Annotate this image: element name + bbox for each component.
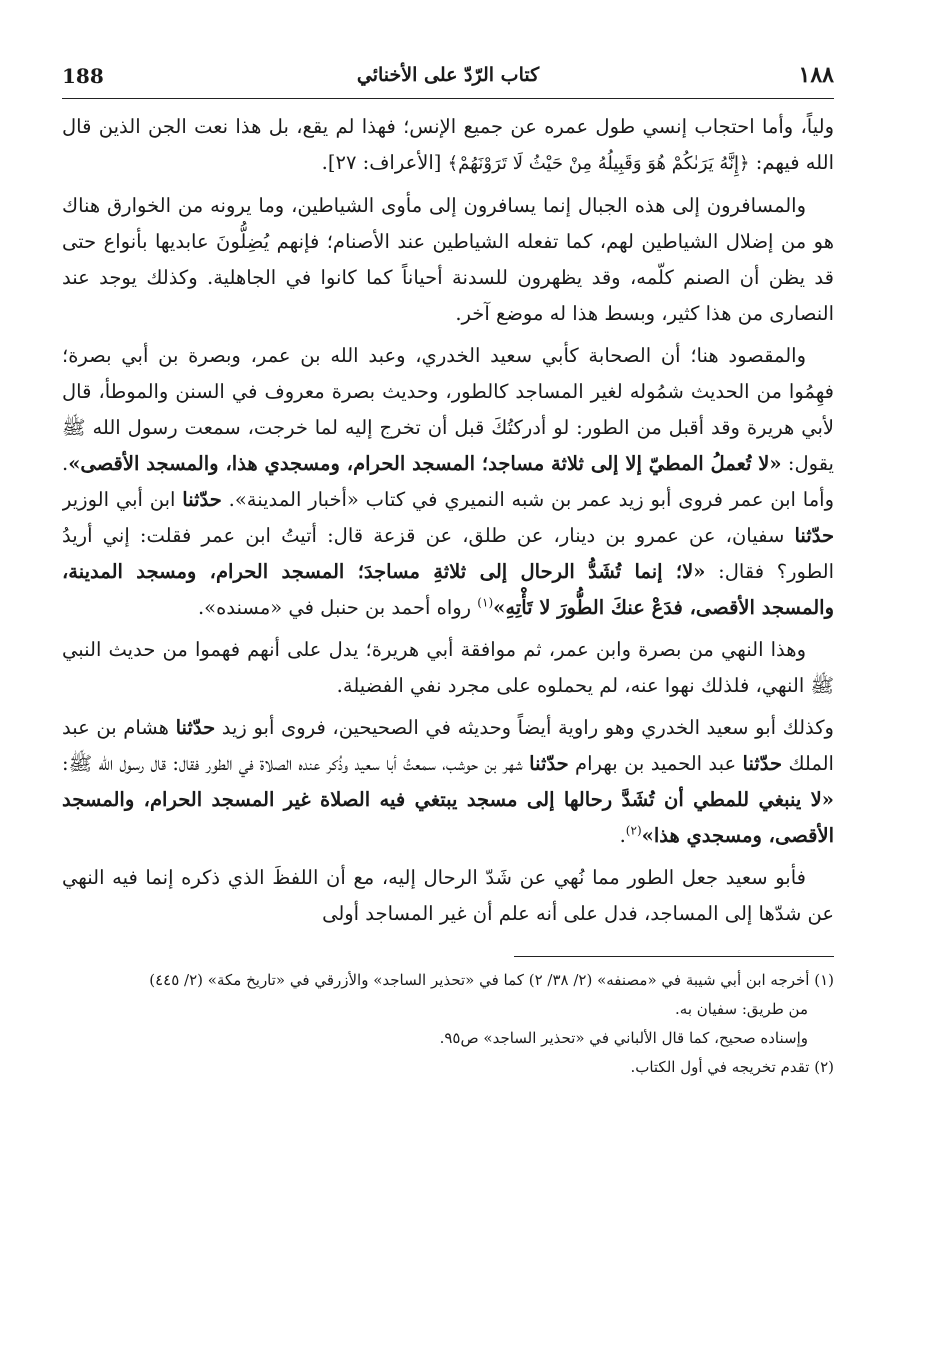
footnotes	[62, 967, 834, 1081]
p3-text-d: سفيان، عن عمرو بن دينار، عن طلق، عن قزعة قال: أتيتُ ابن عمر فقلت: إني أريدُ الطور؟ فقال:	[62, 524, 834, 583]
hadith-text-2: «لا؛ إنما تُشَدُّ الرحال إلى ثلاثةِ مساجدَ؛ المسجد الحرام، ومسجد المدينة، والمسجد الأقصى، فدَعْ عنكَ الطُّورَ لا تَأْتِهِ»	[62, 560, 834, 619]
p4-text: وهذا النهي من بصرة وابن عمر، ثم موافقة أبي هريرة؛ يدل على أنهم فهموا من حديث النبي ﷺ النهي، فلذلك نهوا عنه، لم يحملوه على مجرد نفي الفضيلة.	[62, 638, 834, 697]
p5-text-a: وكذلك أبو سعيد الخدري وهو راوية أيضاً وحديثه في الصحيحين، فروى أبو زيد	[215, 716, 834, 739]
paragraph-5	[62, 710, 834, 854]
footnote-separator	[514, 956, 834, 957]
p5-text-b: هشام بن عبد الملك	[62, 716, 834, 775]
footnote-ref-1[interactable]: (١)	[477, 595, 494, 610]
footnote-ref-2[interactable]: (٢)	[625, 823, 642, 838]
paragraph-1	[62, 109, 834, 182]
p3-text-e: رواه أحمد بن حنبل في «مسنده».	[197, 596, 478, 619]
p3-text-a: والمقصود هنا؛ أن الصحابة كأبي سعيد الخدري، وعبد الله بن عمر، وبصرة بن أبي بصرة؛ فهِمُوا من الحديث شمُوله لغير المساجد كالطور، وحديث بصرة معروف في السنن والموطأ، قال لأبي هريرة وقد أقبل من الطور: لو أدركتُكَ قبل أن تخرج إليه لما خرجت، سمعت رسول الله ﷺ يقول:	[62, 344, 834, 475]
hadith-text-1: «لا تُعملُ المطيّ إلا إلى ثلاثة مساجد؛ المسجد الحرام، ومسجدي هذا، والمسجد الأقصى»	[68, 452, 782, 475]
p3-text-b: . وأما ابن عمر فروى أبو زيد عمر بن شبه النميري في كتاب «أخبار المدينة».	[62, 452, 834, 511]
document-page	[62, 58, 834, 1348]
p1-text-b: [الأعراف: ٢٧].	[321, 151, 448, 174]
narration-word: حدّثنا	[794, 524, 834, 547]
p5-text-c: عبد الحميد بن بهرام	[568, 752, 743, 775]
page-number-arabic: ١٨٨	[798, 62, 834, 88]
page-header	[62, 58, 834, 99]
p2-text: والمسافرون إلى هذه الجبال إنما يسافرون إلى مأوى الشياطين، وما يرونه من الخوارق هناك هو من إضلال الشياطين لهم، كما تفعله الشياطين عند الأصنام؛ فإنهم يُضِلُّونَ عابديها بأنواع حتى قد يظن أن الصنم كلّمه، وقد يظهرون للسدنة أحياناً كما كانوا في الجاهلية. وكذلك يوجد عند النصارى من هذا كثير، وبسط هذا له موضع آخر.	[62, 194, 834, 325]
p6-text: فأبو سعيد جعل الطور مما نُهي عن شَدّ الرحال إليه، مع أن اللفظَ الذي ذكره إنما فيه النهي عن شدّها إلى المساجد، فدل على أنه علم أن غير المساجد أولى	[62, 866, 834, 925]
paragraph-3	[62, 338, 834, 626]
p3-text-c: ابن أبي الوزير	[62, 488, 183, 511]
paragraph-2	[62, 188, 834, 332]
paragraph-4	[62, 632, 834, 704]
footnote-2: (٢) تقدم تخريجه في أول الكتاب.	[630, 1058, 834, 1076]
p5-text-e: .	[619, 824, 626, 847]
footnote-1: (١) أخرجه ابن أبي شيبة في «مصنفه» (٢/ ٣٨/ ٢) كما في «تحذير الساجد» والأزرقي في «تاريخ مكة» (٢/ ٤٤٥)	[149, 971, 834, 989]
narration-word: حدّثنا	[742, 752, 783, 775]
narration-word: حدّثنا	[529, 752, 569, 775]
hadith-text-3: «لا ينبغي للمطي أن تُشَدَّ رحالها إلى مسجد يبتغي فيه الصلاة غير المسجد الحرام، والمسجد الأقصى، ومسجدي هذا»	[62, 788, 834, 847]
paragraph-6	[62, 860, 834, 932]
running-title: كتاب الرّدّ على الأخنائي	[356, 64, 540, 86]
narration-word: حدّثنا	[182, 488, 222, 511]
p1-text-a: ولياً، وأما احتجاب إنسي طول عمره عن جميع الإنس؛ فهذا لم يقع، بل هذا نعت الجن الذين قال الله فيهم:	[62, 115, 834, 174]
page-number-latin: 188	[62, 64, 104, 88]
footnote-1-chain: من طريق: سفيان به.	[675, 1000, 808, 1018]
narration-word: حدّثنا	[175, 716, 216, 739]
main-text	[62, 109, 834, 932]
footnote-1-grading: وإسناده صحيح، كما قال الألباني في «تحذير الساجد» ص٩٥.	[439, 1029, 808, 1047]
quran-verse: ﴿إِنَّهُ يَرَىٰكُمْ هُوَ وَقَبِيلُهُ مِنْ حَيْثُ لَا تَرَوْنَهُمْ﴾	[447, 153, 750, 174]
p5-text-d: شهر بن حوشب، سمعتُ أبا سعيد وذُكر عنده الصلاة في الطور فقال: قال رسول الله ﷺ:	[62, 752, 530, 775]
